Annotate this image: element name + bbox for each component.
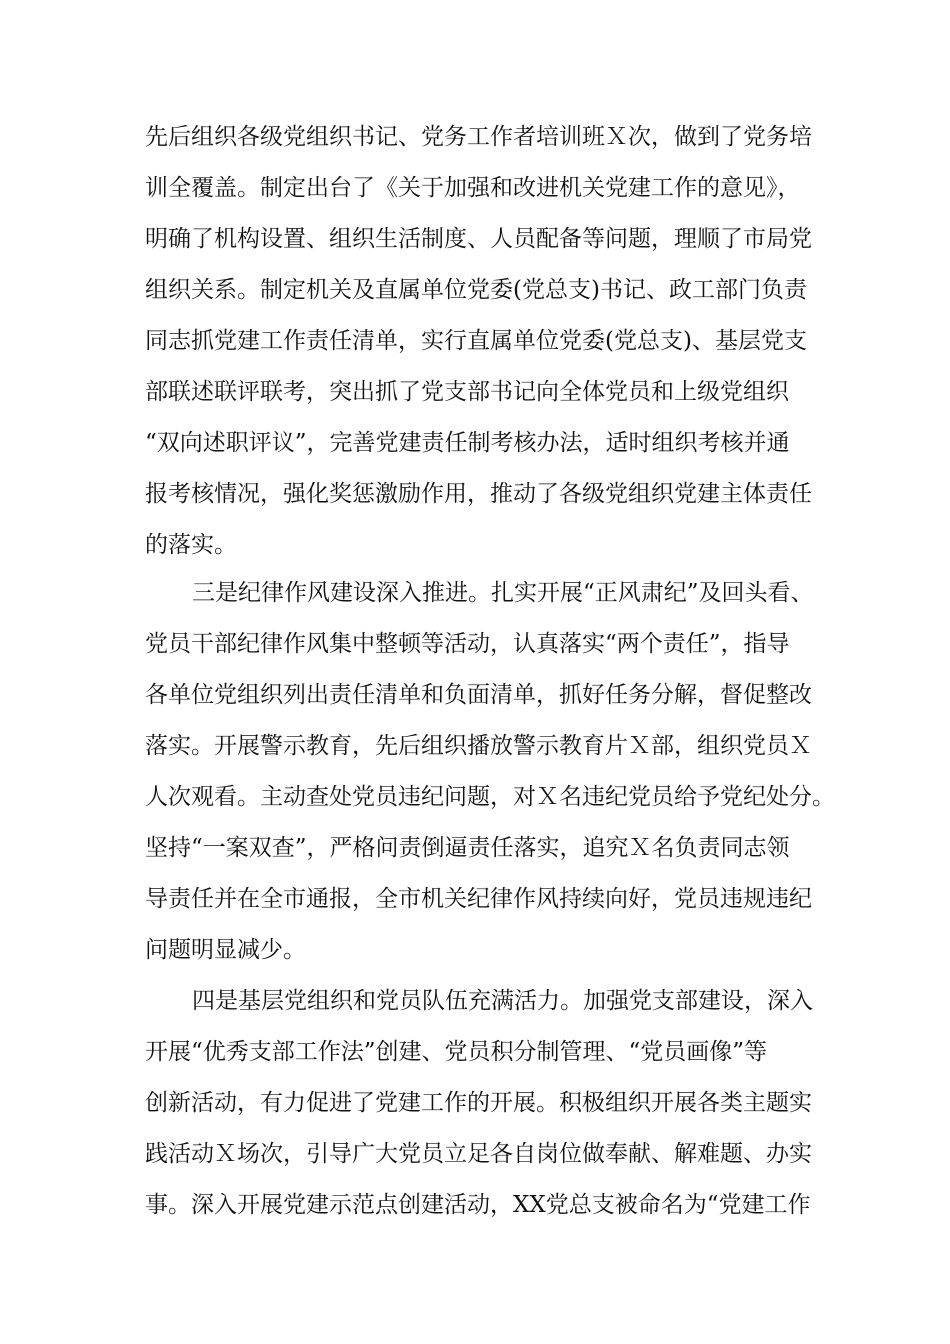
text-line: 落实。开展警示教育，先后组织播放警示教育片Ｘ部，组织党员Ｘ (145, 733, 812, 759)
paragraph-party-training (145, 112, 810, 571)
text-line: 人次观看。主动查处党员违纪问题，对Ｘ名违纪党员给予党纪处分。 (145, 784, 835, 810)
paragraph-discipline (145, 568, 835, 976)
text-line: 报考核情况，强化奖惩激励作用，推动了各级党组织党建主体责任 (145, 481, 812, 507)
text-line: 坚持“一案双查”，严格问责倒逼责任落实，追究Ｘ名负责同志领 (145, 835, 790, 861)
text-line: 问题明显减少。 (145, 937, 306, 963)
text-line: 开展“优秀支部工作法”创建、党员积分制管理、“党员画像”等 (145, 1039, 768, 1065)
text-line: 导责任并在全市通报，全市机关纪律作风持续向好，党员违规违纪 (145, 886, 812, 912)
text-line: 事。深入开展党建示范点创建活动，XX党总支被命名为“党建工作 (145, 1192, 811, 1218)
text-line: 先后组织各级党组织书记、党务工作者培训班Ｘ次，做到了党务培 (145, 124, 812, 150)
text-line: 部联述联评联考，突出抓了党支部书记向全体党员和上级党组织 (145, 379, 789, 405)
text-line: 组织关系。制定机关及直属单位党委(党总支)书记、政工部门负责 (145, 277, 807, 303)
text-line: 训全覆盖。制定出台了《关于加强和改进机关党建工作的意见》， (145, 175, 801, 201)
text-line: 同志抓党建工作责任清单，实行直属单位党委(党总支)、基层党支 (145, 328, 807, 354)
paragraph-grassroots (145, 976, 813, 1231)
text-line: 四是基层党组织和党员队伍充满活力。加强党支部建设，深入 (192, 988, 813, 1014)
text-line: 三是纪律作风建设深入推进。扎实开展“正风肃纪”及回头看、 (192, 580, 814, 606)
text-line: 党员干部纪律作风集中整顿等活动，认真落实“两个责任”，指导 (145, 631, 790, 657)
text-line: 的落实。 (145, 532, 237, 558)
text-line: 明确了机构设置、组织生活制度、人员配备等问题，理顺了市局党 (145, 226, 812, 252)
text-line: 践活动Ｘ场次，引导广大党员立足各自岗位做奉献、解难题、办实 (145, 1141, 812, 1167)
text-line: 各单位党组织列出责任清单和负面清单，抓好任务分解，督促整改 (145, 682, 812, 708)
text-line: 创新活动，有力促进了党建工作的开展。积极组织开展各类主题实 (145, 1090, 812, 1116)
text-line: “双向述职评议”，完善党建责任制考核办法，适时组织考核并通 (145, 430, 790, 456)
